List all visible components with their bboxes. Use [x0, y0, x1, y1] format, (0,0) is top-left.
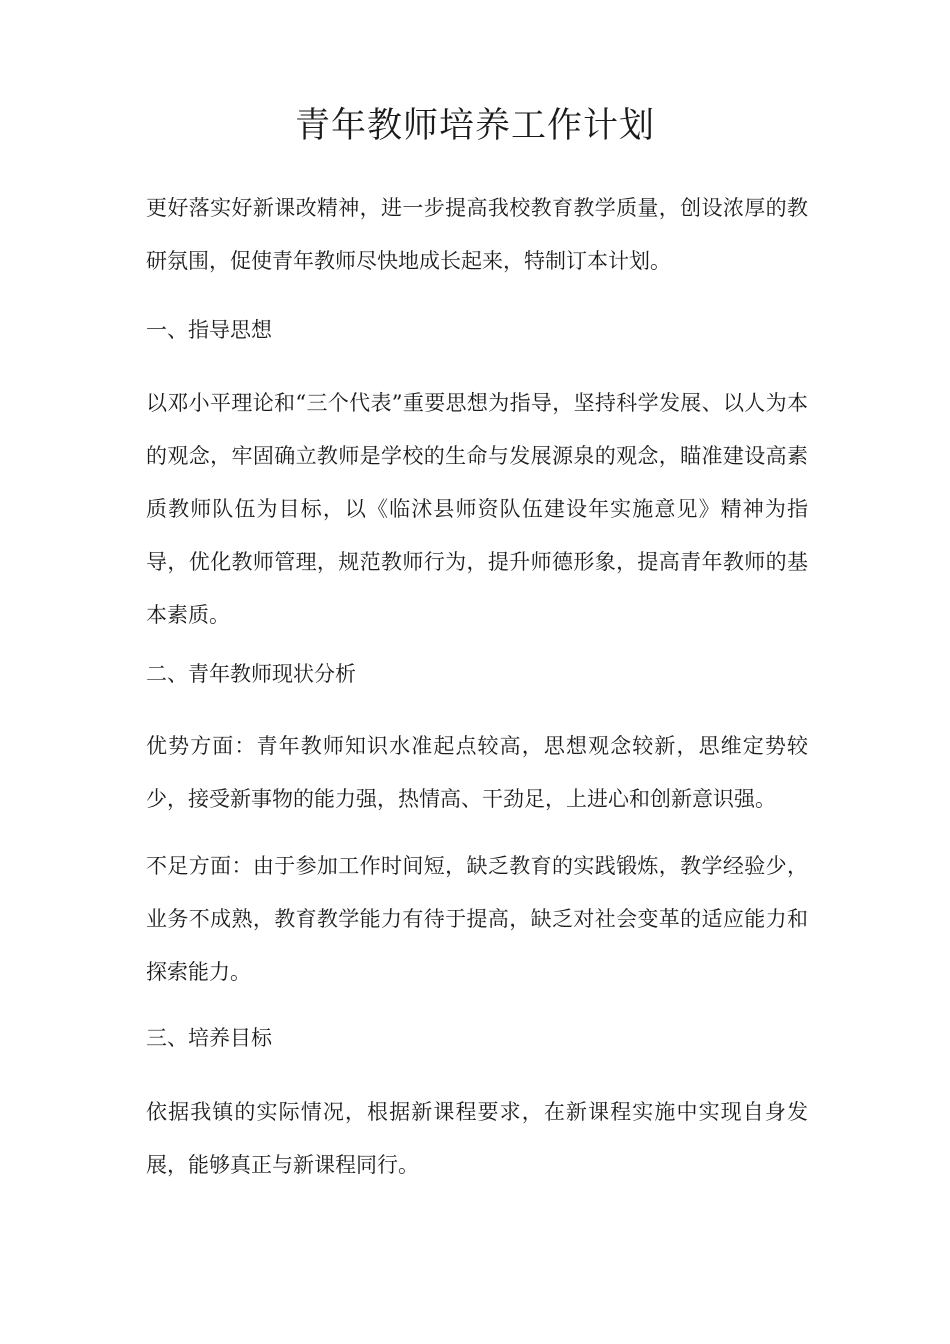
- section-3-heading: 三、培养目标: [146, 1026, 272, 1050]
- section-2-weaknesses: 不足方面：由于参加工作时间短，缺乏教育的实践锻炼，教学经验少，业务不成熟，教育教学能力有待于提高，缺乏对社会变革的适应能力和探索能力。: [146, 854, 808, 984]
- section-1-body: 以邓小平理论和“三个代表”重要思想为指导，坚持科学发展、以人为本的观念，牢固确立教师是学校的生命与发展源泉的观念，瞄准建设高素质教师队伍为目标，以《临沭县师资队伍建设年实施意见》精神为指导，优化教师管理，规范教师行为，提升师德形象，提高青年教师的基本素质。: [146, 391, 808, 627]
- section-3-body: 依据我镇的实际情况，根据新课程要求，在新课程实施中实现自身发展，能够真正与新课程同行。: [146, 1100, 808, 1177]
- section-2-heading: 二、青年教师现状分析: [146, 662, 356, 686]
- document-title: 青年教师培养工作计划: [294, 106, 655, 146]
- section-2-strengths: 优势方面：青年教师知识水准起点较高，思想观念较新，思维定势较少，接受新事物的能力强，热情高、干劲足，上进心和创新意识强。: [146, 734, 808, 811]
- section-1-heading: 一、指导思想: [146, 318, 272, 342]
- intro-paragraph: 更好落实好新课改精神，进一步提高我校教育教学质量，创设浓厚的教研氛围，促使青年教师尽快地成长起来，特制订本计划。: [146, 196, 808, 273]
